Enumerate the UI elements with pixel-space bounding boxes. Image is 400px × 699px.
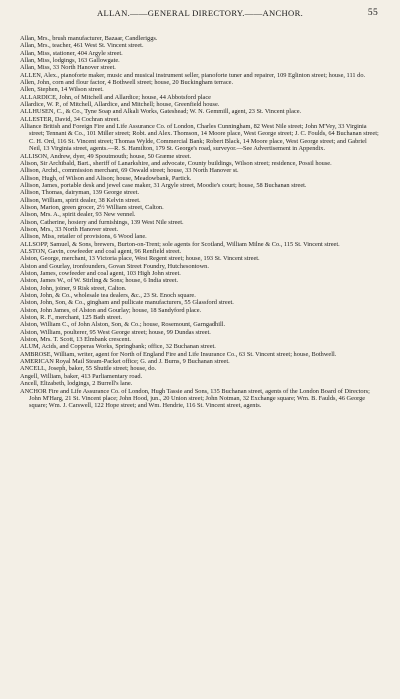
directory-entry: Alston, Mrs. T. Scott, 13 Elmbank crescent. bbox=[20, 336, 131, 344]
directory-entries bbox=[20, 35, 380, 410]
directory-entry: Alston, R. F., merchant, 125 Bath street. bbox=[20, 314, 123, 322]
directory-entry: Allan, Miss, 33 North Hanover street. bbox=[20, 64, 116, 72]
directory-entry: Allison, Hugh, of Wilson and Alison; house, Meadowbank, Partick. bbox=[20, 174, 192, 182]
directory-entry: Allison, William, spirit dealer, 38 Kelvin street. bbox=[20, 196, 141, 204]
directory-entry: ANCHOR Fire and Life Assurance Co. of London, Hugh Tassie and Sons, 135 Buchanan street, agents of the London Board of Directors; John M'Harg, 21 St. Vincent place; John Hood, jun., 20 Union street; John Notman, 32 Exchange square; Wm. B. Faulds, 46 George square; Wm. J. Carswell, 122 Hope street; and Wm. Hendrie, 116 St. Vincent street, agents. bbox=[20, 387, 370, 410]
directory-entry: Ancell, Elizabeth, lodgings, 2 Burrell's lane. bbox=[20, 380, 133, 388]
directory-entry: Alston, James, cowfeeder and coal agent, 103 High John street. bbox=[20, 270, 181, 277]
directory-entry: Alston, William, poulterer, 95 West George street; house, 99 Dundas street. bbox=[20, 328, 211, 336]
page-number: 55 bbox=[367, 8, 378, 18]
directory-entry: ALLARDICE, John, of Mitchell and Allardice; house, 44 Abbotsford place bbox=[20, 93, 211, 101]
directory-entry: Allison, Archd., commission merchant, 69 Oswald street; house, 33 North Hanover st. bbox=[20, 167, 239, 175]
directory-entry: ALLESTER, David, 34 Cochran street. bbox=[20, 115, 120, 123]
directory-entry: Allardice, W. P., of Mitchell, Allardice, and Mitchell; house, Greenfield house. bbox=[20, 101, 220, 109]
directory-entry: Alison, Catherine, hosiery and furnishings, 139 West Nile street. bbox=[20, 218, 184, 226]
directory-entry: Alison, Sir Archibald, Bart., sheriff of Lanarkshire, and advocate, County buildings, Wilson street; residence, Possil house. bbox=[20, 159, 332, 167]
page-header bbox=[20, 8, 380, 22]
directory-entry: Alston, John, joiner, 9 Risk street, Calton. bbox=[20, 284, 127, 292]
directory-entry: Allison, Miss, retailer of provisions, 6 Wood lane. bbox=[20, 233, 147, 241]
directory-entry: Allan, Miss, stationer, 404 Argyle street. bbox=[20, 49, 123, 57]
running-title: ALLAN.——GENERAL DIRECTORY.——ANCHOR. bbox=[96, 8, 304, 18]
directory-entry: ALSTON, Gavin, cowfeeder and coal agent, 96 Renfield street. bbox=[20, 247, 182, 255]
directory-entry: Angell, William, baker, 413 Parliamentary road. bbox=[20, 372, 143, 380]
directory-entry: Alston, John, Son, & Co., gingham and pullicate manufacturers, 55 Glassford street. bbox=[20, 299, 234, 307]
directory-entry: Alston, John, & Co., wholesale tea dealers, &c., 23 St. Enoch square. bbox=[20, 292, 196, 300]
directory-entry: Alston, John James, of Alston and Gourlay; house, 18 Sandyford place. bbox=[20, 306, 202, 314]
directory-entry: Allan, Miss, lodgings, 163 Gallowgate. bbox=[20, 57, 120, 65]
directory-entry: Alison, Mrs. A., spirit dealer, 93 New vennel. bbox=[20, 211, 136, 219]
directory-entry: Alliance British and Foreign Fire and Life Assurance Co. of London, Charles Cunningham, 82 West Nile street; John M'Vey, 33 Virginia street; Tennant & Co., 101 Miller street; Robt. and Alex. Thomson, 14 Moore place, West George street; J. C. Foulds, 64 Buchanan street; C. H. Ord, 116 St. Vincent street; Thomas Wylde, Commercial Bank; Robert Black, 14 Moore place, West George street; and Gabriel Neil, 13 Virginia street, agents.—R. S. Hamilton, 179 St. George's road, surveyor.—See Advertisement in Appendix. bbox=[20, 123, 379, 153]
directory-entry: Alston, James W., of W. Stirling & Sons; house, 6 India street. bbox=[20, 277, 179, 285]
directory-entry: ALLSOPP, Samuel, & Sons, brewers, Burton-on-Trent; sole agents for Scotland, William Milne & Co., 115 St. Vincent street. bbox=[20, 240, 340, 248]
directory-entry: AMERICAN Royal Mail Steam-Packet office; G. and J. Burns, 9 Buchanan street. bbox=[20, 358, 230, 366]
directory-entry: ALUM, Acids, and Copperas Works, Springbank; office, 32 Buchanan street. bbox=[20, 343, 216, 351]
directory-entry: ALLEN, Alex., pianoforte maker, music and musical instrument seller, pianoforte tuner and repairer, 109 Eglinton street; house, 111 do. bbox=[20, 71, 366, 79]
directory-entry: ALLISON, Andrew, dyer, 49 Spoutmouth; house, 50 Græme street. bbox=[20, 152, 192, 160]
directory-entry: Allison, James, portable desk and jewel case maker, 31 Argyle street, Moodie's court; house, 58 Buchanan street. bbox=[20, 181, 307, 189]
directory-entry: Alison, Marion, green grocer, 2½ William street, Calton. bbox=[20, 203, 164, 211]
directory-entry: Alston, George, merchant, 13 Victoria place, West Regent street; house, 193 St. Vincent street. bbox=[20, 255, 260, 263]
directory-entry: Alston and Gourlay, ironfounders, Govan Street Foundry, Hutchesontown. bbox=[20, 262, 209, 270]
directory-entry: AMBROSE, William, writer, agent for North of England Fire and Life Insurance Co., 63 St. Vincent street; house, Bothwell. bbox=[20, 350, 337, 358]
directory-entry: Alston, William C., of John Alston, Son, & Co.; house, Rosemount, Garngadhill. bbox=[20, 321, 226, 329]
directory-entry: Alison, Mrs., 33 North Hanover street. bbox=[20, 225, 119, 233]
directory-entry: ANCELL, Joseph, baker, 55 Shuttle street; house, do. bbox=[20, 365, 157, 373]
directory-entry: Allan, Mrs., teacher, 461 West St. Vincent street. bbox=[20, 42, 144, 50]
directory-entry: Allen, Stephen, 14 Wilson street. bbox=[20, 86, 104, 94]
directory-entry: Allison, Thomas, dairyman, 139 George street. bbox=[20, 189, 140, 197]
directory-entry: Allan, Mrs., brush manufacturer, Bazaar, Candleriggs. bbox=[20, 35, 158, 42]
directory-entry: ALLHUSEN, C., & Co., Tyne Soap and Alkali Works, Gateshead; W. N. Gemmill, agent, 23 St. Vincent place. bbox=[20, 108, 302, 116]
directory-entry: Allen, John, corn and flour factor, 4 Bothwell street; house, 20 Buckingham terrace. bbox=[20, 79, 234, 87]
